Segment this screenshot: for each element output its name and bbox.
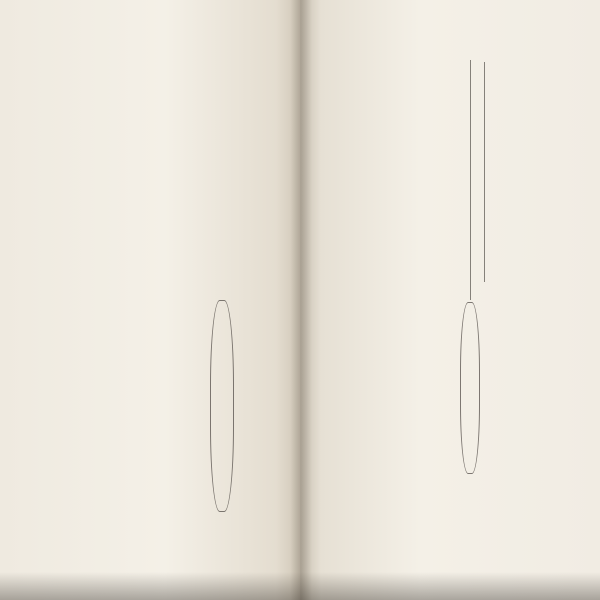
right-page	[300, 0, 600, 600]
book-gutter	[290, 0, 312, 600]
page-shadow	[0, 572, 600, 600]
pencil-underline	[484, 62, 485, 282]
pencil-circle-annotation	[460, 302, 480, 474]
pencil-underline	[470, 60, 471, 300]
pencil-circle-annotation	[210, 300, 234, 512]
